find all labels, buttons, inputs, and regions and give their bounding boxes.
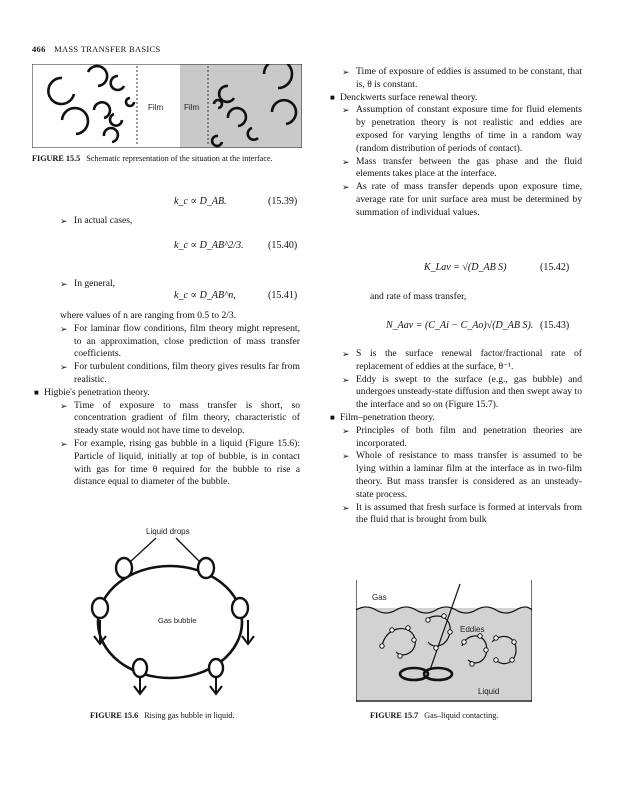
figure-15-7 xyxy=(356,580,532,702)
equation-15-39: k_c ∝ D_AB. xyxy=(174,196,227,207)
film-label-right: Film xyxy=(184,103,200,112)
list-item: ➢ For example, rising gas bubble in a liquid (Figure 15.6): Particle of liquid, initially at top of bubble, is in contact with gas for time θ required for the bubble to rise a distance equal to diameter of the bubble. xyxy=(60,437,300,488)
and-rate-text: and rate of mass transfer, xyxy=(370,291,467,302)
left-body-text xyxy=(34,310,300,489)
list-item: ➢ S is the surface renewal factor/fractional rate of replacement of eddies at the surface, θ⁻¹. xyxy=(342,348,582,372)
list-item: ➢ Eddy is swept to the surface (e.g., gas bubble) and undergoes unsteady-state diffusion and then swept away to the interface and so on (Figure 15.7). xyxy=(342,373,582,411)
list-item: ➢ Whole of resistance to mass transfer is assumed to be lying within a laminar film at the interface as in two-film theory. But mass transfer is considered as an unsteady-state process. xyxy=(342,450,582,500)
list-item: ➢ Mass transfer between the gas phase and the fluid elements takes place at the interface. xyxy=(342,155,582,180)
list-item: ➢ It is assumed that fresh surface is formed at intervals from the fluid that is brought from bulk xyxy=(342,501,582,526)
figure-15-7-caption xyxy=(370,710,590,721)
equation-15-43: N_Aav = (C_Ai − C_Ao)√(D_AB S). xyxy=(386,320,534,331)
caption-text: Schematic representation of the situation at the interface. xyxy=(86,154,273,163)
bullet-item: ■ Film–penetration theory. xyxy=(330,411,435,423)
caption-label: FIGURE 15.5 xyxy=(32,154,81,163)
caption-text: Gas–liquid contacting. xyxy=(424,711,499,720)
equation-number: (15.42) xyxy=(540,262,570,273)
figure-15-5 xyxy=(32,64,302,148)
figure-15-6-image xyxy=(90,520,280,700)
bullet-item: ■ Denckwerts surface renewal theory. xyxy=(330,91,478,103)
list-item: ➢ Principles of both film and penetration theories are incorporated. xyxy=(342,424,582,449)
caption-label: FIGURE 15.7 xyxy=(370,711,419,720)
equation-15-41: k_c ∝ D_AB^n, xyxy=(174,290,236,301)
liquid-label: Liquid xyxy=(478,687,500,696)
figure-15-6-caption xyxy=(90,710,310,721)
equation-15-42: K_Lav = √(D_AB S) xyxy=(424,262,507,273)
figure-15-5-image xyxy=(32,64,302,148)
list-item: ➢ As rate of mass transfer depends upon exposure time, average rate for unit surface area must be determined by summation of individual values. xyxy=(342,181,582,218)
gas-bubble-label: Gas bubble xyxy=(158,616,197,625)
film-label-left: Film xyxy=(148,103,164,112)
figure-15-7-image xyxy=(356,580,532,702)
caption-text: Rising gas bubble in liquid. xyxy=(144,711,235,720)
figure-15-5-caption xyxy=(32,153,304,164)
figure-15-6 xyxy=(90,520,280,700)
list-item: ➢ For turbulent conditions, film theory gives results far from realistic. xyxy=(60,361,300,385)
gas-label: Gas xyxy=(372,593,387,602)
equation-number: (15.39) xyxy=(268,196,298,207)
running-title: MASS TRANSFER BASICS xyxy=(54,44,161,54)
page-number: 466 xyxy=(32,44,46,54)
caption-label: FIGURE 15.6 xyxy=(90,711,139,720)
equation-15-40: k_c ∝ D_AB^2/3. xyxy=(174,240,244,251)
right-body-text-top xyxy=(330,66,582,220)
where-n-text: where values of n are ranging from 0.5 to 2/3. xyxy=(60,310,237,321)
running-header xyxy=(32,44,161,54)
list-item: ➢ In general, xyxy=(60,277,116,289)
bullet-item: ■ Higbie's penetration theory. xyxy=(34,386,150,398)
equation-number: (15.41) xyxy=(268,290,298,301)
list-item: ➢ For laminar flow conditions, film theory might represent, to an approximation, close prediction of mass transfer coefficients. xyxy=(60,322,300,360)
eddies-label: Eddies xyxy=(460,625,485,634)
equation-number: (15.43) xyxy=(540,320,570,331)
list-item: ➢ Assumption of constant exposure time for fluid elements by penetration theory is not realistic and eddies are exposed for varying lengths of time in a random way (random distribution of periods of contact). xyxy=(342,104,582,154)
equation-number: (15.40) xyxy=(268,240,298,251)
right-body-text-bottom xyxy=(330,348,582,527)
liquid-drops-label: Liquid drops xyxy=(146,527,190,536)
list-item: ➢ Time of exposure of eddies is assumed to be constant, that is, θ is constant. xyxy=(342,66,582,90)
list-item: ➢ Time of exposure to mass transfer is short, so concentration gradient of film theory, characteristic of steady state would not have time to develop. xyxy=(60,399,300,437)
list-item: ➢ In actual cases, xyxy=(60,215,133,226)
